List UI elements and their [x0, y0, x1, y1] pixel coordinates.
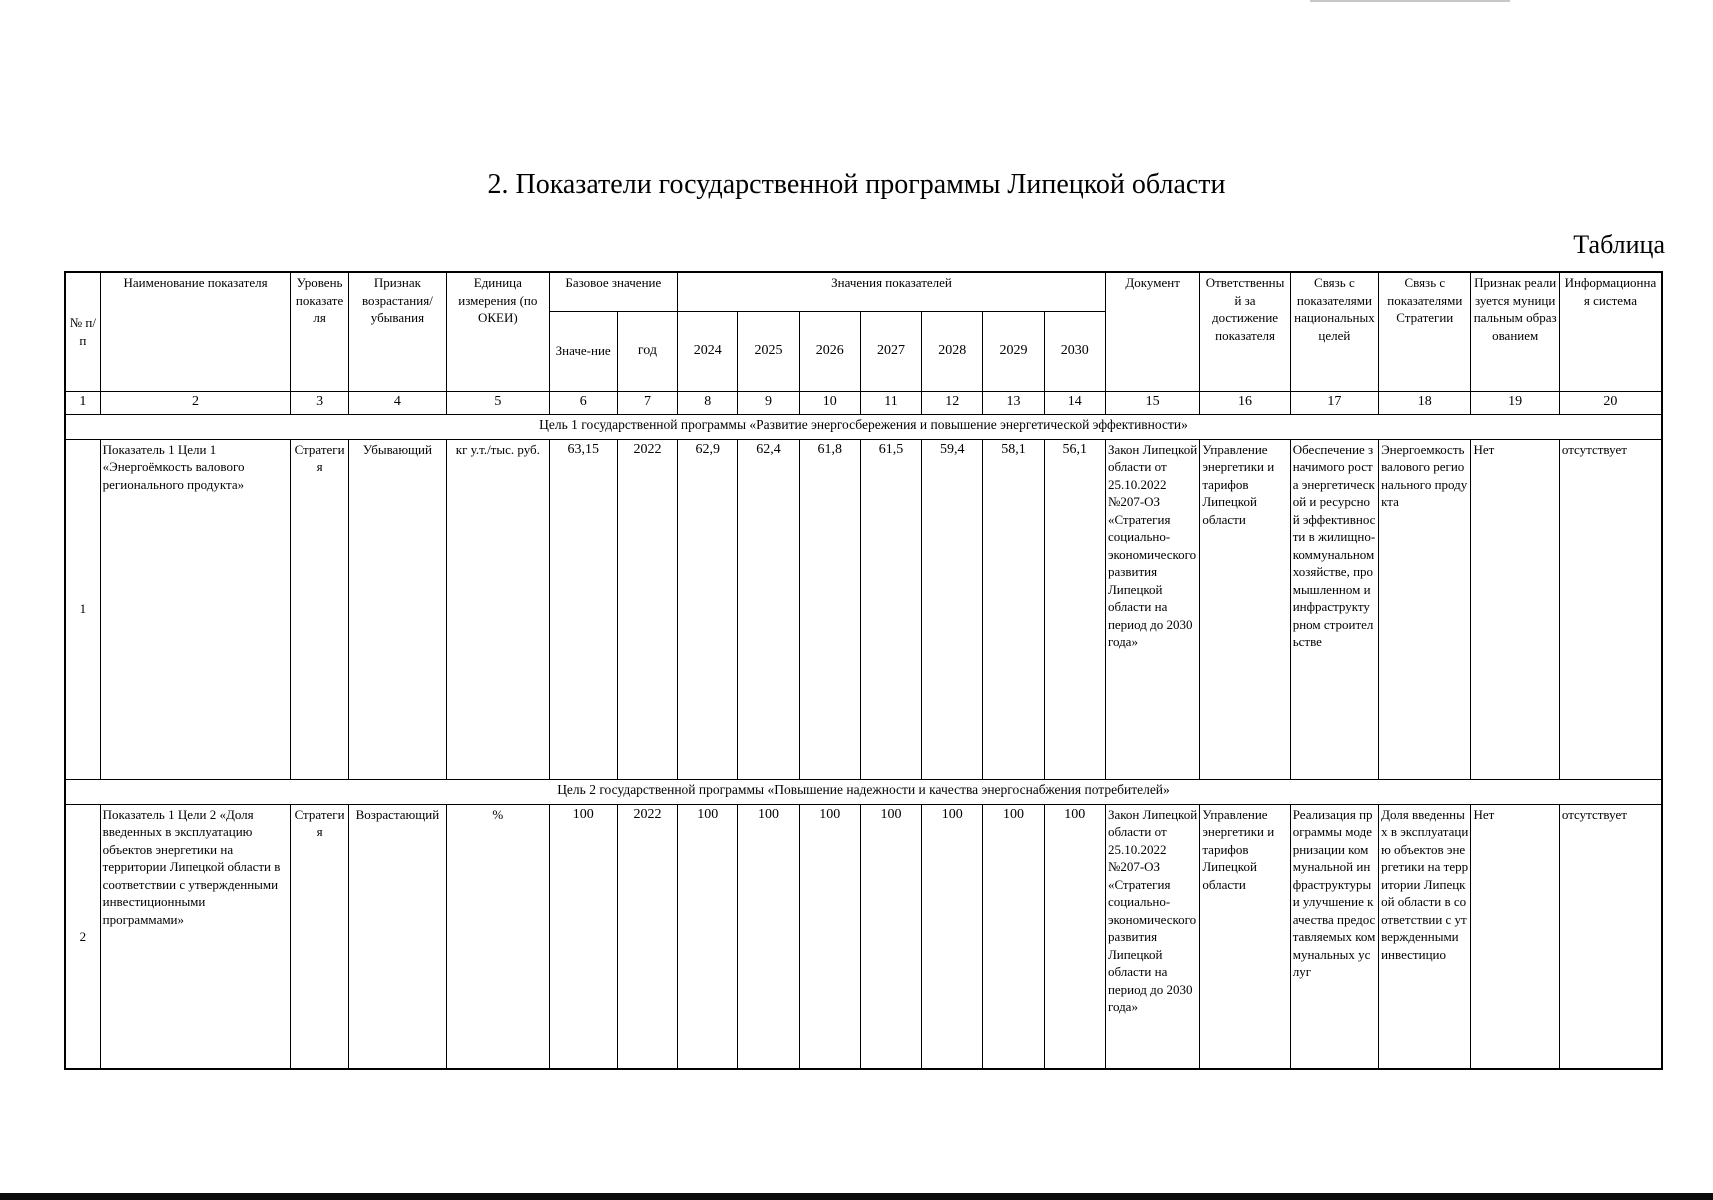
header-name: Наименование показателя: [100, 272, 291, 391]
row-1-value-2027: 61,5: [860, 439, 921, 779]
col-num-5: 5: [447, 391, 549, 414]
row-1-num: 1: [65, 439, 100, 779]
col-num-20: 20: [1559, 391, 1662, 414]
column-number-row: [65, 391, 1662, 414]
header-municipal: Признак реализуется муниципальным образованием: [1471, 272, 1559, 391]
row-1-base-value: 63,15: [549, 439, 617, 779]
header-row-1: [65, 272, 1662, 311]
row-1-municipal: Нет: [1471, 439, 1559, 779]
table-row: [65, 804, 1662, 1069]
row-2-value-2027: 100: [860, 804, 921, 1069]
col-num-16: 16: [1200, 391, 1290, 414]
col-num-13: 13: [983, 391, 1044, 414]
row-2-value-2026: 100: [799, 804, 860, 1069]
goal-1-row: [65, 414, 1662, 439]
row-1-unit: кг у.т./тыс. руб.: [447, 439, 549, 779]
header-values: Значения показателей: [678, 272, 1106, 311]
header-responsible: Ответственный за достижение показателя: [1200, 272, 1290, 391]
table-row: [65, 439, 1662, 779]
header-year-2028: 2028: [922, 311, 983, 391]
header-link-strategy: Связь с показателями Стратегии: [1379, 272, 1471, 391]
row-2-value-2024: 100: [678, 804, 738, 1069]
col-num-19: 19: [1471, 391, 1559, 414]
header-level: Уровень показателя: [291, 272, 348, 391]
header-document: Документ: [1105, 272, 1199, 391]
col-num-2: 2: [100, 391, 291, 414]
row-2-base-year: 2022: [617, 804, 677, 1069]
header-base-value: Значе-ние: [549, 311, 617, 391]
col-num-10: 10: [799, 391, 860, 414]
col-num-7: 7: [617, 391, 677, 414]
row-2-municipal: Нет: [1471, 804, 1559, 1069]
col-num-17: 17: [1290, 391, 1378, 414]
row-1-sign: Убывающий: [348, 439, 446, 779]
table-label: Таблица: [1573, 230, 1665, 259]
row-1-value-2025: 62,4: [738, 439, 799, 779]
header-year-2026: 2026: [799, 311, 860, 391]
header-link-national: Связь с показателями национальных целей: [1290, 272, 1378, 391]
row-2-value-2028: 100: [922, 804, 983, 1069]
row-1-value-2030: 56,1: [1044, 439, 1105, 779]
row-1-level: Стратегия: [291, 439, 348, 779]
indicators-table: [64, 271, 1663, 1070]
header-num: № п/п: [65, 272, 100, 391]
col-num-14: 14: [1044, 391, 1105, 414]
row-1-link-strategy: Энергоемкость валового регионального продукта: [1379, 439, 1471, 779]
row-2-name: Показатель 1 Цели 2 «Доля введенных в эксплуатацию объектов энергетики на территории Липецкой области в соответствии с утвержденными инвестиционными программами»: [100, 804, 291, 1069]
header-year-2027: 2027: [860, 311, 921, 391]
col-num-4: 4: [348, 391, 446, 414]
header-year-2030: 2030: [1044, 311, 1105, 391]
scan-top-edge: [1310, 0, 1510, 2]
row-2-value-2029: 100: [983, 804, 1044, 1069]
row-2-link-strategy: Доля введенных в эксплуатацию объектов энергетики на территории Липецкой области в соответствии с утвержденными инвестицио: [1379, 804, 1471, 1069]
header-year-2029: 2029: [983, 311, 1044, 391]
row-2-info-system: отсутствует: [1559, 804, 1662, 1069]
header-unit: Единица измерения (по ОКЕИ): [447, 272, 549, 391]
row-2-document: Закон Липецкой области от 25.10.2022 №207-ОЗ «Стратегия социально-экономического развития Липецкой области на период до 2030 года»: [1105, 804, 1199, 1069]
row-1-value-2029: 58,1: [983, 439, 1044, 779]
header-sign: Признак возрастания/ убывания: [348, 272, 446, 391]
col-num-8: 8: [678, 391, 738, 414]
row-1-base-year: 2022: [617, 439, 677, 779]
row-2-unit: %: [447, 804, 549, 1069]
header-base: Базовое значение: [549, 272, 678, 311]
header-info-system: Информационная система: [1559, 272, 1662, 391]
row-1-info-system: отсутствует: [1559, 439, 1662, 779]
row-1-name: Показатель 1 Цели 1 «Энергоёмкость валового регионального продукта»: [100, 439, 291, 779]
row-2-level: Стратегия: [291, 804, 348, 1069]
row-1-value-2024: 62,9: [678, 439, 738, 779]
col-num-9: 9: [738, 391, 799, 414]
row-1-document: Закон Липецкой области от 25.10.2022 №207-ОЗ «Стратегия социально-экономического развития Липецкой области на период до 2030 года»: [1105, 439, 1199, 779]
goal-1-text: Цель 1 государственной программы «Развитие энергосбережения и повышение энергетической эффективности»: [65, 414, 1662, 439]
row-2-value-2030: 100: [1044, 804, 1105, 1069]
row-1-responsible: Управление энергетики и тарифов Липецкой области: [1200, 439, 1290, 779]
header-base-year: год: [617, 311, 677, 391]
col-num-15: 15: [1105, 391, 1199, 414]
header-year-2025: 2025: [738, 311, 799, 391]
header-year-2024: 2024: [678, 311, 738, 391]
col-num-1: 1: [65, 391, 100, 414]
row-2-sign: Возрастающий: [348, 804, 446, 1069]
col-num-6: 6: [549, 391, 617, 414]
col-num-12: 12: [922, 391, 983, 414]
row-2-value-2025: 100: [738, 804, 799, 1069]
scan-bottom-edge: [0, 1193, 1713, 1200]
col-num-3: 3: [291, 391, 348, 414]
document-title: 2. Показатели государственной программы Липецкой области: [487, 169, 1226, 200]
row-1-value-2028: 59,4: [922, 439, 983, 779]
row-1-link-national: Обеспечение значимого роста энергетической и ресурсной эффективности в жилищно-коммунальном хозяйстве, промышленном и инфраструктурном строительстве: [1290, 439, 1378, 779]
goal-2-text: Цель 2 государственной программы «Повышение надежности и качества энергоснабжения потребителей»: [65, 779, 1662, 804]
row-2-num: 2: [65, 804, 100, 1069]
col-num-11: 11: [860, 391, 921, 414]
row-2-base-value: 100: [549, 804, 617, 1069]
row-1-value-2026: 61,8: [799, 439, 860, 779]
row-2-link-national: Реализация программы модернизации коммунальной инфраструктуры и улучшение качества предоставляемых коммунальных услуг: [1290, 804, 1378, 1069]
goal-2-row: [65, 779, 1662, 804]
row-2-responsible: Управление энергетики и тарифов Липецкой области: [1200, 804, 1290, 1069]
col-num-18: 18: [1379, 391, 1471, 414]
